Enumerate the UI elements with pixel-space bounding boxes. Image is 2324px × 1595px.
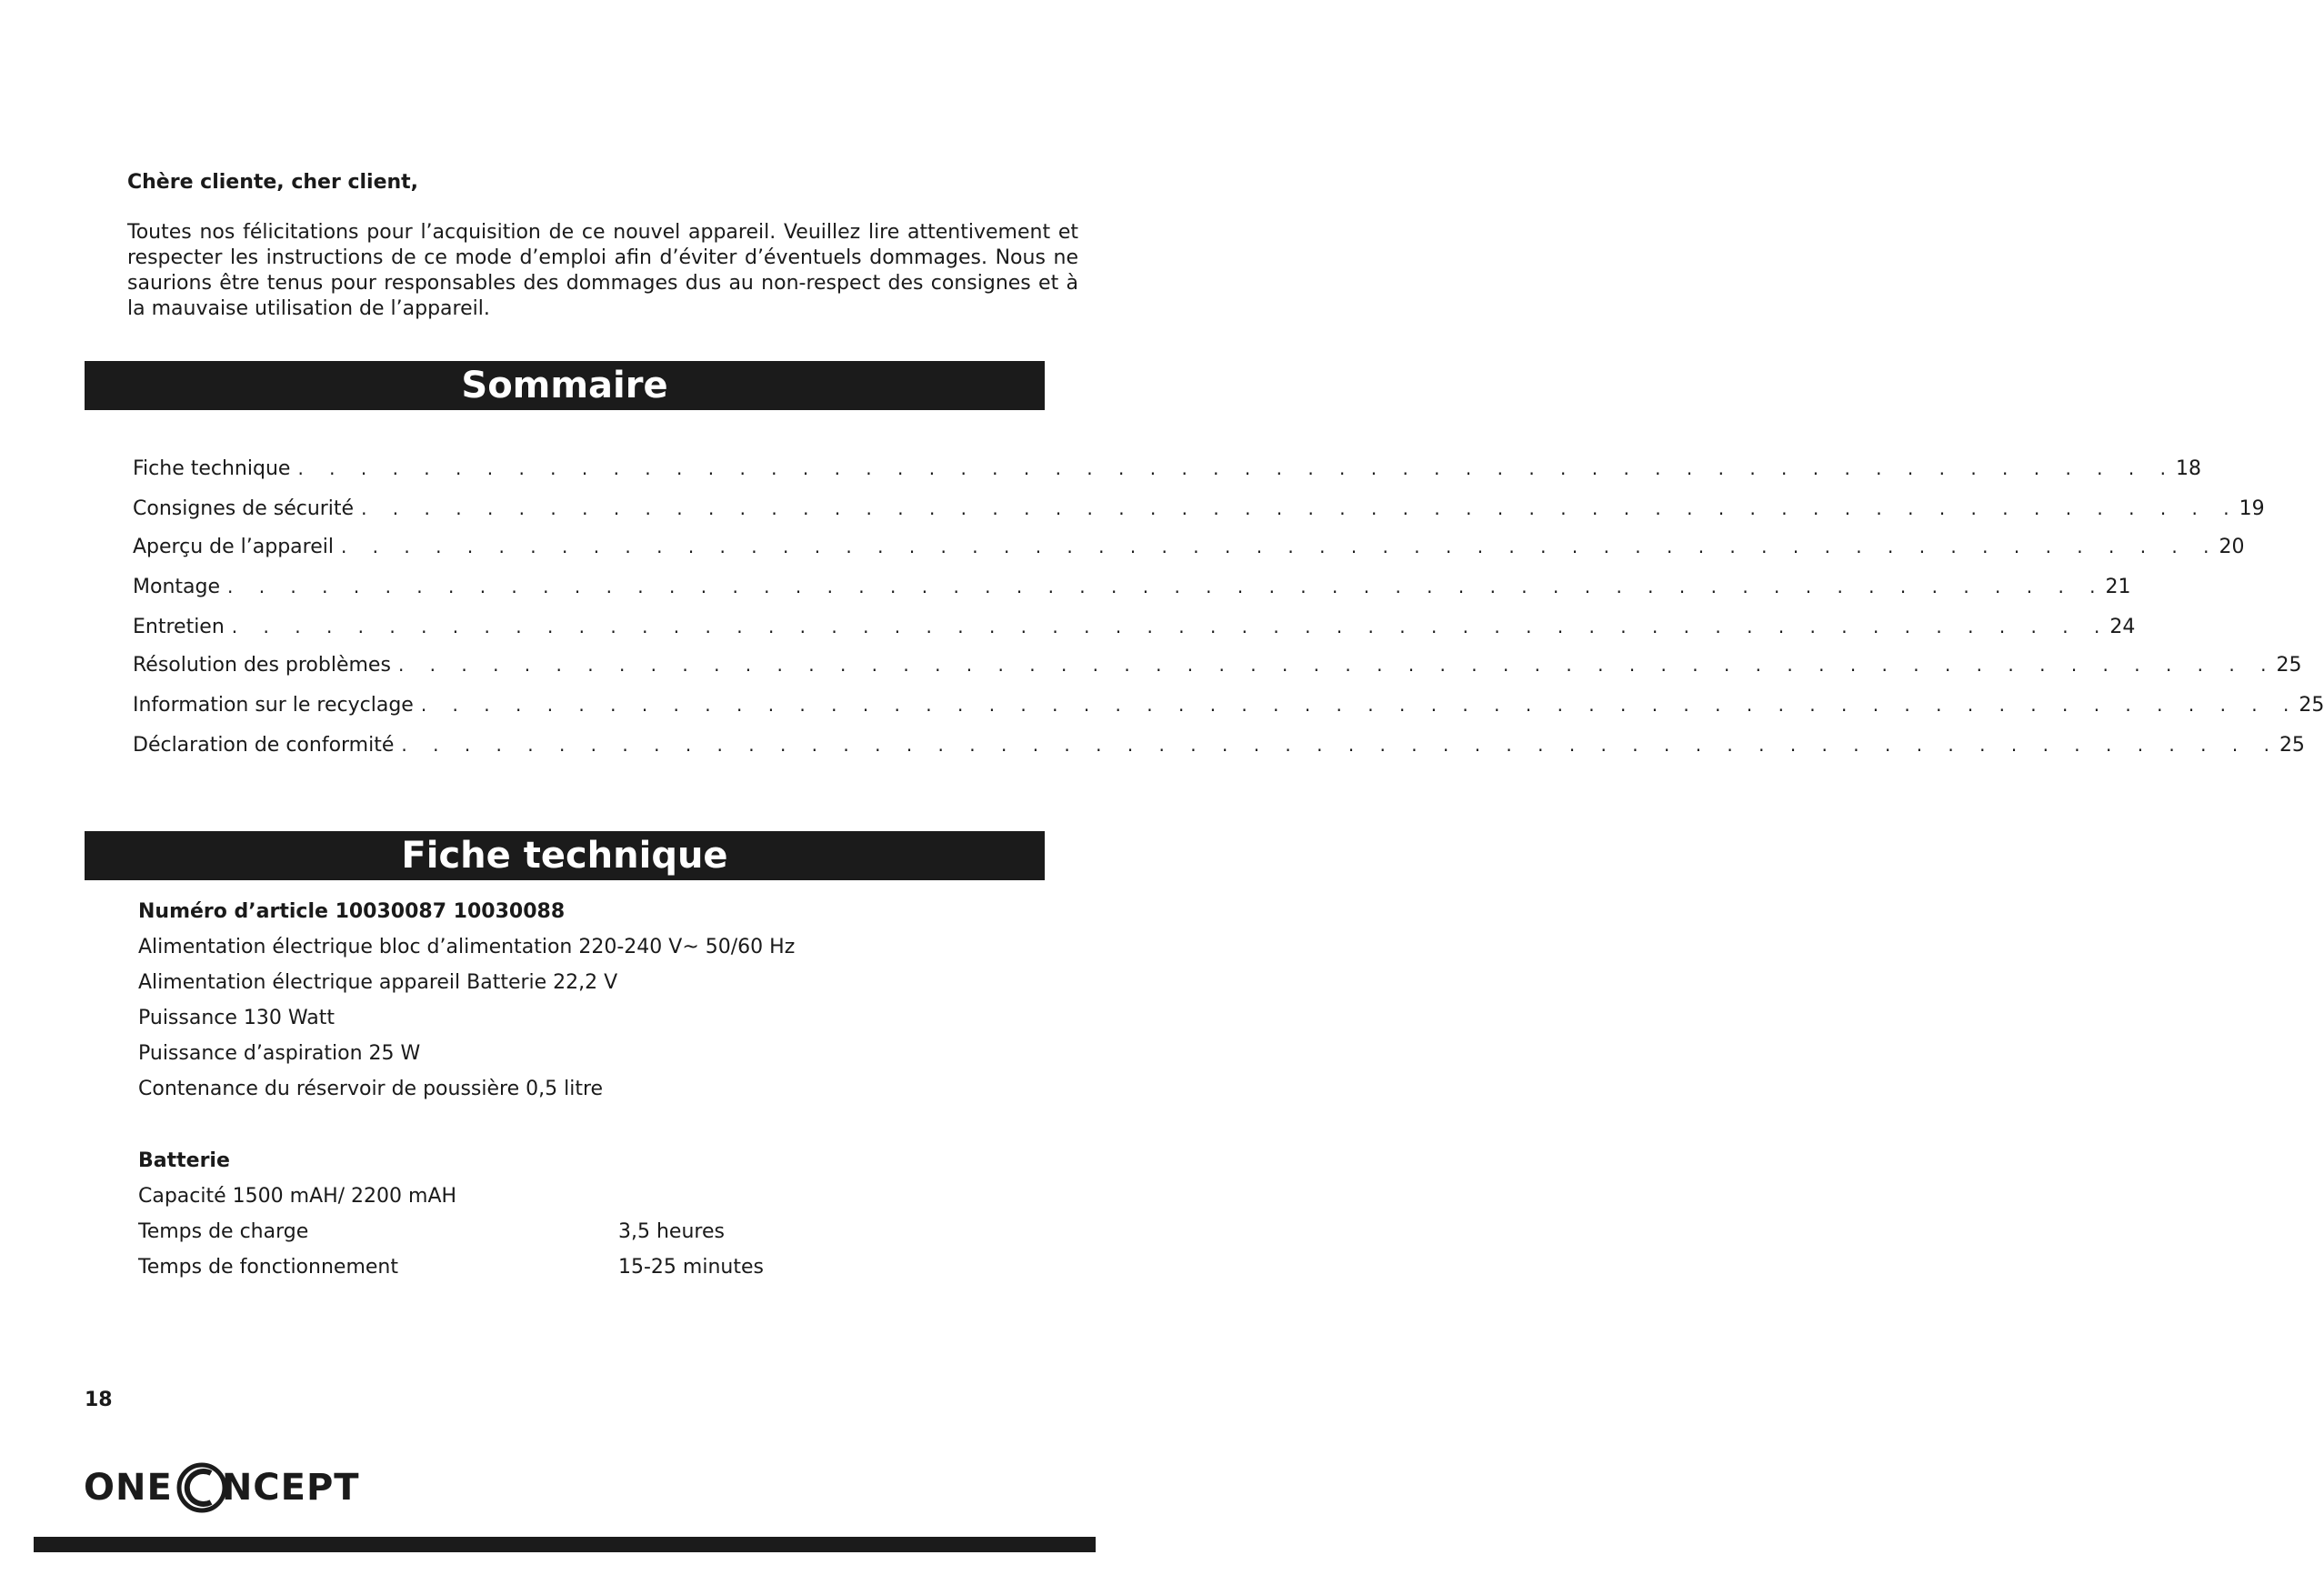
- charge-time-value: 3,5 heures: [618, 1220, 725, 1243]
- toc-item-page: 25: [2276, 654, 2302, 677]
- toc-item-page: 18: [2175, 457, 2201, 480]
- toc-item: [133, 691, 2324, 718]
- toc-leader-dots: . . . . . . . . . . . . . . . . . . . . . . . . . . . . . . . . . . . . . . . . . . . . . . . . . . . . . . . . . . . .: [227, 576, 2106, 597]
- logo-text-left: ONE: [84, 1467, 173, 1509]
- toc-item-label: Résolution des problèmes: [133, 654, 391, 677]
- toc-item-label: Montage: [133, 576, 220, 598]
- spec-line: Puissance d’aspiration 25 W: [138, 1042, 421, 1065]
- toc-item: [133, 731, 2305, 758]
- toc-item: [133, 613, 2136, 640]
- toc-item: [133, 495, 2265, 522]
- page-number: 18: [85, 1389, 113, 1411]
- toc-item: [133, 573, 2131, 600]
- logo-c-ring-icon: [175, 1460, 222, 1516]
- toc-item-page: 20: [2219, 536, 2245, 558]
- toc-leader-dots: . . . . . . . . . . . . . . . . . . . . . . . . . . . . . . . . . . . . . . . . . . . . . . . . . . . . . . . . . . . .: [401, 734, 2279, 756]
- toc-leader-dots: . . . . . . . . . . . . . . . . . . . . . . . . . . . . . . . . . . . . . . . . . . . . . . . . . . . . . . . . . . . .: [231, 616, 2110, 637]
- toc-item-page: 25: [2279, 734, 2305, 757]
- greeting: Chère cliente, cher client,: [127, 171, 419, 194]
- battery-heading: Batterie: [138, 1149, 230, 1172]
- toc-item-label: Entretien: [133, 616, 225, 638]
- toc-item-page: 21: [2105, 576, 2131, 598]
- toc-item-page: 24: [2109, 616, 2136, 638]
- toc-leader-dots: . . . . . . . . . . . . . . . . . . . . . . . . . . . . . . . . . . . . . . . . . . . . . . . . . . . . . . . . . . . .: [397, 654, 2277, 676]
- toc-item-page: 19: [2239, 497, 2265, 520]
- runtime-label: Temps de fonctionnement: [138, 1256, 398, 1279]
- toc-leader-dots: . . . . . . . . . . . . . . . . . . . . . . . . . . . . . . . . . . . . . . . . . . . . . . . . . . . . . . . . . . . .: [297, 457, 2176, 479]
- toc-item: [133, 651, 2302, 678]
- charge-time-label: Temps de charge: [138, 1220, 309, 1243]
- battery-capacity: Capacité 1500 mAH/ 2200 mAH: [138, 1185, 457, 1208]
- spec-line: Contenance du réservoir de poussière 0,5 litre: [138, 1078, 604, 1100]
- spec-line: Puissance 130 Watt: [138, 1007, 335, 1029]
- spec-line: Alimentation électrique appareil Batterie 22,2 V: [138, 971, 618, 994]
- intro-paragraph: Toutes nos félicitations pour l’acquisition de ce nouvel appareil. Veuillez lire attentivement et respecter les instructions de ce mode d’emploi afin d’éviter d’éventuels dommages. Nous ne saurions être tenus pour responsables des dommages dus au non-respect des consignes et à la mauvaise utilisation de l’appareil.: [127, 221, 1078, 320]
- toc-item-label: Fiche technique: [133, 457, 291, 480]
- toc-leader-dots: . . . . . . . . . . . . . . . . . . . . . . . . . . . . . . . . . . . . . . . . . . . . . . . . . . . . . . . . . . . .: [420, 694, 2299, 716]
- sommaire-title: Sommaire: [461, 365, 668, 406]
- sommaire-header: [85, 361, 1045, 410]
- toc-item-label: Consignes de sécurité: [133, 497, 355, 520]
- footer-bar: [34, 1537, 1096, 1552]
- article-number: Numéro d’article 10030087 10030088: [138, 900, 566, 923]
- toc-item-label: Information sur le recyclage: [133, 694, 414, 717]
- toc-item-page: 25: [2299, 694, 2324, 717]
- toc-item: [133, 533, 2245, 560]
- toc-leader-dots: . . . . . . . . . . . . . . . . . . . . . . . . . . . . . . . . . . . . . . . . . . . . . . . . . . . . . . . . . . . .: [361, 497, 2239, 519]
- toc-item-label: Déclaration de conformité: [133, 734, 395, 757]
- logo-text-right: NCEPT: [221, 1467, 360, 1509]
- toc-item: [133, 455, 2201, 482]
- toc-leader-dots: . . . . . . . . . . . . . . . . . . . . . . . . . . . . . . . . . . . . . . . . . . . . . . . . . . . . . . . . . . . .: [340, 536, 2219, 557]
- fiche-technique-title: Fiche technique: [401, 835, 728, 877]
- spec-line: Alimentation électrique bloc d’alimentation 220-240 V~ 50/60 Hz: [138, 936, 796, 958]
- oneconcept-logo: [84, 1460, 360, 1516]
- toc-item-label: Aperçu de l’appareil: [133, 536, 334, 558]
- runtime-value: 15-25 minutes: [618, 1256, 764, 1279]
- fiche-technique-header: [85, 831, 1045, 880]
